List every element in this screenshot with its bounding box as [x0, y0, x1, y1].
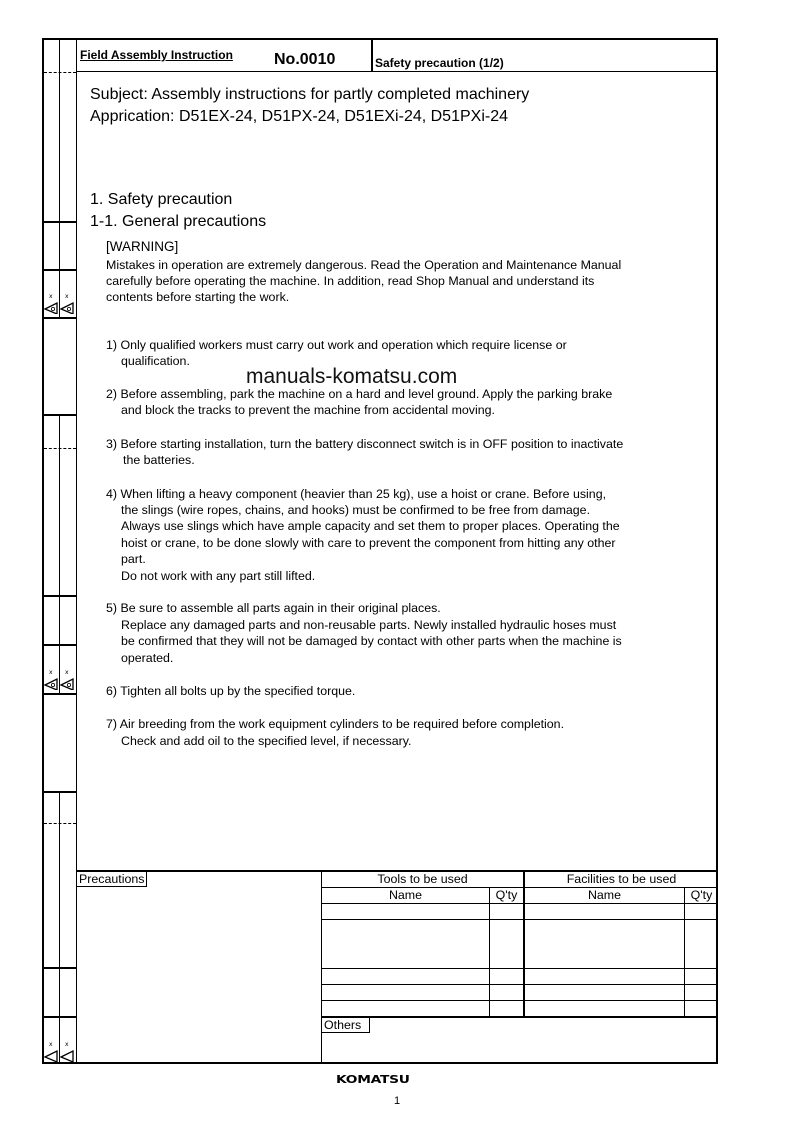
- margin-block-1-dash: [44, 72, 76, 73]
- others-label: Others: [322, 1018, 370, 1033]
- section-heading: 1. Safety precaution: [90, 191, 233, 208]
- margin-block-2-rule-b: [42, 644, 77, 646]
- item-4-line: hoist or crane, to be done slowly with care to prevent the component from hitting any other: [121, 536, 616, 550]
- margin-block-1-rule-b: [42, 269, 77, 271]
- item-1-line: qualification.: [121, 354, 190, 368]
- margin-block-1-rule-a: [42, 221, 77, 223]
- item-5-line: 5) Be sure to assemble all parts again in their original places.: [106, 601, 441, 615]
- item-2-line: 2) Before assembling, park the machine on a hard and level ground. Apply the parking brake: [106, 387, 613, 401]
- svg-text:x: x: [65, 1041, 69, 1048]
- tools-qty-divider: [489, 887, 490, 1017]
- margin-block-2-dash: [44, 448, 76, 449]
- subject-line: Subject: Assembly instructions for partly completed machinery: [90, 86, 530, 103]
- revision-mark-icon: [44, 292, 58, 314]
- item-5-line: operated.: [121, 651, 174, 665]
- table-row-line: [321, 1000, 718, 1001]
- precautions-label: Precautions: [77, 872, 147, 887]
- margin-block-3-dash: [44, 823, 76, 824]
- table-row-line: [321, 919, 718, 920]
- svg-text:x: x: [65, 293, 69, 300]
- warning-text-line: Mistakes in operation are extremely dangerous. Read the Operation and Maintenance Manual: [106, 258, 622, 272]
- warning-text-line: contents before starting the work.: [106, 290, 290, 304]
- revision-mark-icon: [60, 1040, 74, 1062]
- table-row-line: [321, 903, 718, 904]
- svg-text:x: x: [49, 1041, 53, 1048]
- item-6-line: 6) Tighten all bolts up by the specified torque.: [106, 684, 356, 698]
- watermark: manuals-komatsu.com: [246, 365, 458, 388]
- item-7-line: 7) Air breeding from the work equipment cylinders to be required before completion.: [106, 717, 565, 731]
- revision-mark-icon: [44, 1040, 58, 1062]
- item-4-line: the slings (wire ropes, chains, and hooks) must be confirmed to be free from damage.: [121, 503, 591, 517]
- margin-block-3-rule-b: [42, 1016, 77, 1018]
- tools-header: Tools to be used: [377, 872, 468, 886]
- facilities-header: Facilities to be used: [566, 872, 677, 886]
- item-4-line: 4) When lifting a heavy component (heavier than 25 kg), use a hoist or crane. Before using,: [106, 487, 607, 501]
- svg-text:x: x: [49, 293, 53, 300]
- application-line: Apprication: D51EX-24, D51PX-24, D51EXi-24, D51PXi-24: [90, 108, 508, 125]
- item-4-line: part.: [121, 552, 146, 566]
- item-3-line: 3) Before starting installation, turn the battery disconnect switch is in OFF position to inactivate: [106, 437, 624, 451]
- item-7-line: Check and add oil to the specified level, if necessary.: [121, 734, 412, 748]
- header-separator: [371, 38, 373, 72]
- others-top-line: [321, 1016, 718, 1018]
- doc-number: No.0010: [274, 51, 336, 68]
- item-2-line: and block the tracks to prevent the machine from accidental moving.: [121, 403, 495, 417]
- komatsu-logo: KOMATSU: [336, 1073, 410, 1086]
- item-1-line: 1) Only qualified workers must carry out work and operation which require license or: [106, 338, 567, 352]
- item-5-line: be confirmed that they will not be damaged by contact with other parts when the machine is: [121, 634, 622, 648]
- warning-label: [WARNING]: [106, 239, 179, 254]
- revision-mark-icon: [60, 668, 74, 690]
- svg-text:x: x: [65, 669, 69, 676]
- facilities-qty-divider: [684, 887, 685, 1017]
- margin-block-2-divider: [59, 414, 60, 695]
- subsection-heading: 1-1. General precautions: [90, 213, 267, 230]
- facilities-name-col: Name: [587, 888, 622, 902]
- margin-block-3-divider: [59, 791, 60, 1064]
- table-row-line: [321, 968, 718, 969]
- item-4-line: Do not work with any part still lifted.: [121, 569, 316, 583]
- facilities-qty-col: Q'ty: [690, 888, 713, 902]
- margin-block-3-rule-a: [42, 967, 77, 969]
- doc-type-label: Field Assembly Instruction: [80, 48, 233, 62]
- warning-text-line: carefully before operating the machine. In addition, read Shop Manual and understand its: [106, 274, 595, 288]
- item-5-line: Replace any damaged parts and non-reusable parts. Newly installed hydraulic hoses must: [121, 618, 617, 632]
- margin-block-2-rule-a: [42, 595, 77, 597]
- section-title: Safety precaution (1/2): [375, 56, 504, 70]
- tools-name-col: Name: [388, 888, 423, 902]
- revision-mark-icon: [44, 668, 58, 690]
- item-3-line: the batteries.: [123, 453, 195, 467]
- tools-qty-col: Q'ty: [495, 888, 518, 902]
- page-number: 1: [394, 1095, 401, 1107]
- revision-mark-icon: [60, 292, 74, 314]
- item-4-line: Always use slings which have ample capacity and set them to proper places. Operating the: [121, 519, 620, 533]
- margin-block-1-divider: [59, 38, 60, 319]
- svg-text:x: x: [49, 669, 53, 676]
- table-row-line: [321, 984, 718, 985]
